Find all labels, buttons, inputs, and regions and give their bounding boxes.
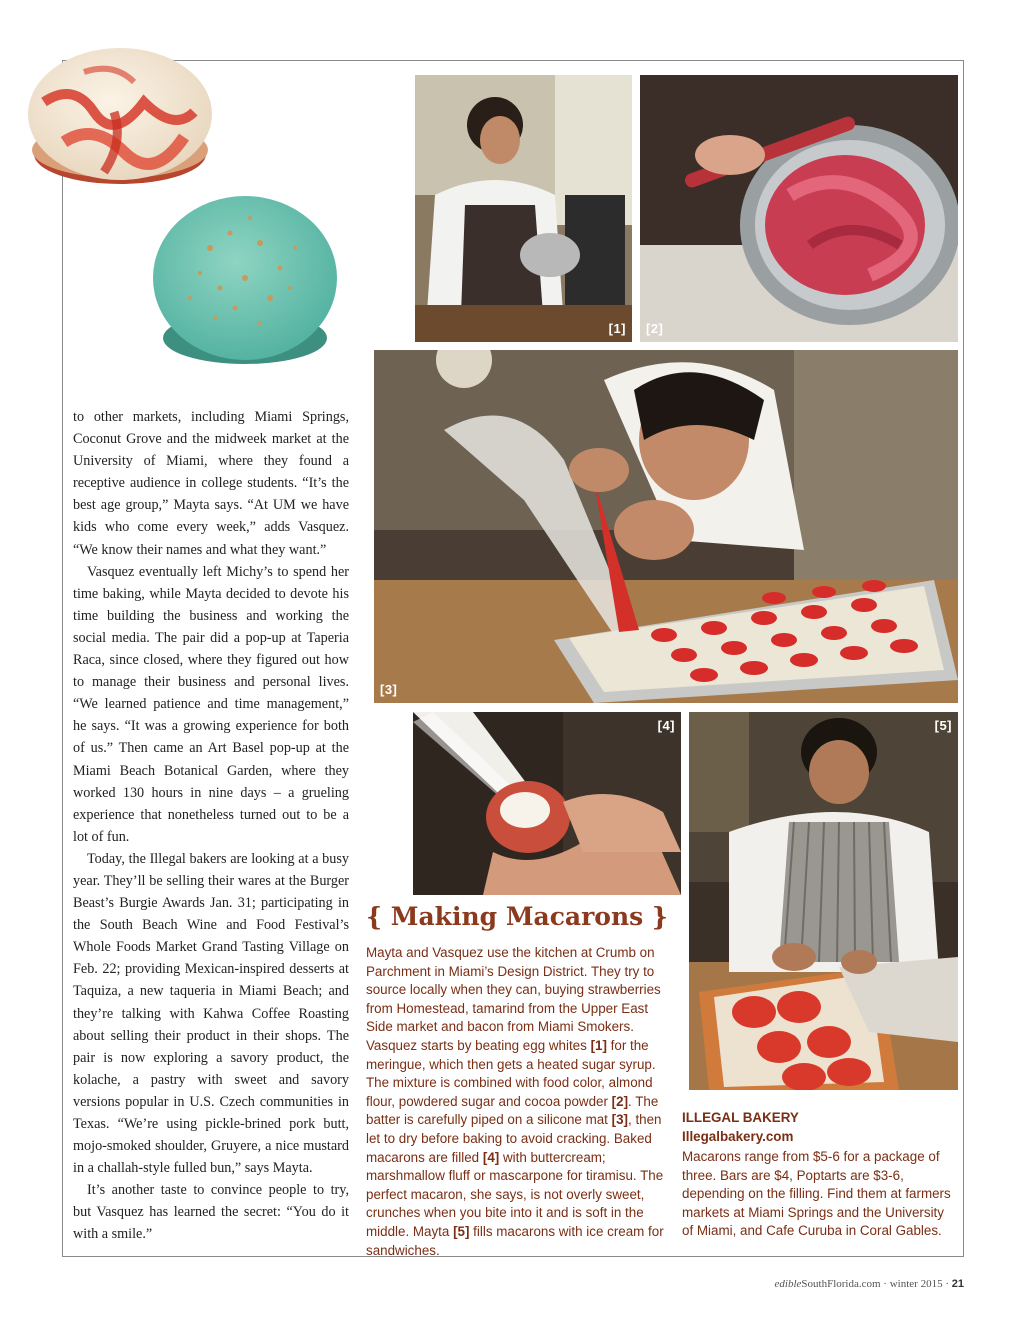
sidebar-text-part: for the meringue, which then gets a heated sugar syrup. The mixture is combined with food color, almond flour, powdered sugar and cocoa powder [366,1037,656,1109]
macaron-mint-image [150,188,340,370]
photo-ref: [4] [482,1149,500,1165]
article-paragraph: It’s another taste to convince people to try, but Vasquez has learned the secret: “You do it with a smile.” [73,1182,349,1243]
sidebar-text-part: Mayta and Vasquez use the kitchen at Crumb on Parchment in Miami’s Design District. They try to source locally when they can, buying strawberries from Homestead, tamarind from the Upper East Side market and bacon from Miami Smokers. Vasquez starts by beating egg whites [366,945,661,1053]
bakery-name: ILLEGAL BAKERY [682,1110,799,1125]
photo-ref: [3] [611,1112,628,1128]
bakery-description: Macarons range from $5-6 for a package of three. Bars are $4, Poptarts are $3-6, depending on the filling. Find them at farmers markets at Miami Springs and the University of Miami, and Cafe Curuba in Coral Gables. [682,1149,951,1239]
sidebar-text [366,944,674,1260]
sidebar-text-part: with buttercream; marshmallow fluff or mascarpone for tiramisu. The perfect macaron, she says, is not overly sweet, crunches when you bite into it and is soft in the middle. Mayta [366,1149,664,1239]
photo-ref: [5] [453,1223,470,1239]
sidebar-text-part: , then let to dry before baking to avoid cracking. Baked macarons are filled [366,1112,662,1165]
article-paragraph: Vasquez eventually left Michy’s to spend her time baking, while Mayta decided to devote his time building the business and working the social media. The pair did a pop-up at Taperia Raca, since closed, where they figured out how to manage their business and personal lives. “We learned patience and time management,” he says. “It was a growing experience for both of us.” Then came an Art Basel pop-up at the Miami Beach Botanical Garden, where they worked 130 hours in nine days – a grueling experience that nonetheless turned out to be a lot of fun. [73,563,349,845]
photo-5-sandwiches [689,712,958,1090]
footer-publication-italic: edible [774,1278,802,1290]
photo-1-label: [1] [608,321,626,336]
sidebar-text-part: . The batter is carefully piped on a silicone mat [366,1093,659,1128]
photo-2-batter-bowl [640,75,958,342]
photo-5-label: [5] [934,718,952,733]
footer-publication: SouthFlorida.com · winter 2015 · [801,1278,952,1290]
photo-1-egg-whites [415,75,632,342]
macaron-red-swirl-image [24,42,216,192]
sidebar-title: { Making Macarons } [366,902,669,931]
photo-2-label: [2] [646,321,664,336]
article-paragraph: Today, the Illegal bakers are looking at a busy year. They’ll be selling their wares at the Burger Beast’s Burgie Awards Jan. 31; participating in the South Beach Wine and Food Festival’s Whole Foods Market Grand Tasting Village on Feb. 22; providing Mexican-inspired desserts at Taquiza, a new taqueria in Miami Beach; and they’re talking with Kahwa Coffee Roasting about selling their product in their shops. The pair is now exploring a savory product, the kolache, a pastry with sweet and savory versions popular in U.S. Czech communities in Texas. “We’re using pickle-brined pork butt, mojo-smoked shoulder, Gruyere, a nice mustard in a challah-style fulled bun,” says Mayta. [73,850,349,1177]
article-body [73,406,349,1246]
bakery-url-link[interactable]: Illegalbakery.com [682,1129,794,1144]
page-footer [775,1278,964,1290]
photo-4-filling [413,712,681,895]
photo-ref: [1] [590,1037,607,1053]
photo-3-piping [374,350,958,703]
page-number: 21 [951,1278,964,1290]
sidebar-text-part: fills macarons with ice cream for sandwiches. [366,1223,664,1258]
photo-3-label: [3] [380,682,398,697]
article-paragraph: to other markets, including Miami Springs, Coconut Grove and the midweek market at the University of Miami, where they found a receptive audience in college students. “It’s the best age group,” Mayta says. “At UM we have kids who come every week,” adds Vasquez. “We know their names and what they want.” [73,409,349,558]
photo-ref: [2] [611,1093,629,1109]
photo-4-label: [4] [657,718,675,733]
